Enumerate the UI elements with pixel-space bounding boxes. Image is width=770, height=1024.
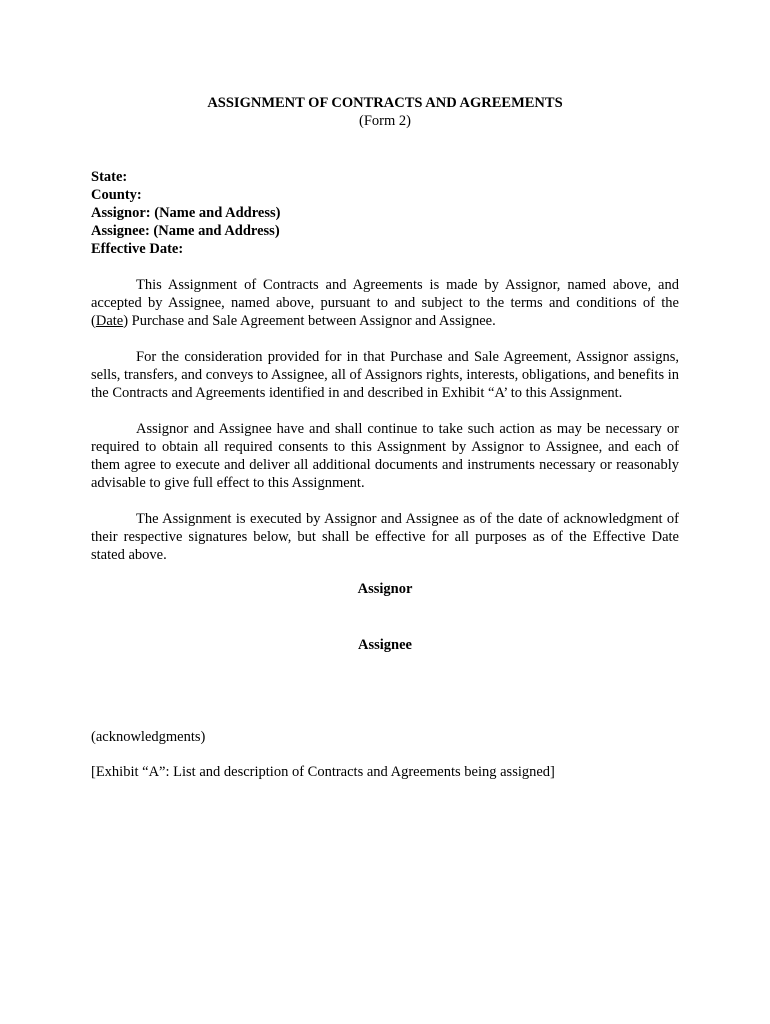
signature-assignee-label: Assignee (358, 637, 412, 653)
document-title: ASSIGNMENT OF CONTRACTS AND AGREEMENTS (207, 95, 563, 111)
field-assignor: Assignor: (Name and Address) (91, 205, 281, 221)
paragraph-3: Assignor and Assignee have and shall continue to take such action as may be necessary or required to obtain all required consents to this Assignment by Assignor to Assignee, and each of them agree to execute and deliver all additional documents and instruments necessary or reasonably advisable to give full effect to this Assignment. (91, 421, 679, 491)
paragraph-1-text-start: This Assignment of Contracts and Agreements is made by Assignor, named above, and accepted by Assignee, named above, pursuant to and subject to the terms and conditions of the ( (91, 277, 679, 329)
field-assignee: Assignee: (Name and Address) (91, 223, 280, 239)
signature-assignor-label: Assignor (357, 581, 413, 597)
paragraph-4: The Assignment is executed by Assignor and Assignee as of the date of acknowledgment of their respective signatures below, but shall be effective for all purposes as of the Effective Date stated above. (91, 511, 679, 563)
field-state: State: (91, 169, 128, 185)
header-fields (91, 168, 679, 258)
paragraph-2: For the consideration provided for in that Purchase and Sale Agreement, Assignor assigns, sells, transfers, and conveys to Assignee, all of Assignors rights, interests, obligations, and benefits in the Contracts and Agreements identified in and described in Exhibit “A’ to this Assignment. (91, 349, 679, 401)
exhibit-note: [Exhibit “A”: List and description of Contracts and Agreements being assigned] (91, 764, 555, 780)
field-county: County: (91, 187, 142, 203)
acknowledgments-note: (acknowledgments) (91, 729, 206, 745)
paragraph-1 (91, 276, 679, 330)
document-body (91, 94, 679, 796)
document-subtitle: (Form 2) (359, 113, 411, 129)
title-block (91, 94, 679, 130)
date-placeholder: Date (95, 313, 124, 329)
paragraph-1-text-end: ) Purchase and Sale Agreement between Assignor and Assignee. (123, 313, 496, 329)
field-effective-date: Effective Date: (91, 241, 184, 257)
